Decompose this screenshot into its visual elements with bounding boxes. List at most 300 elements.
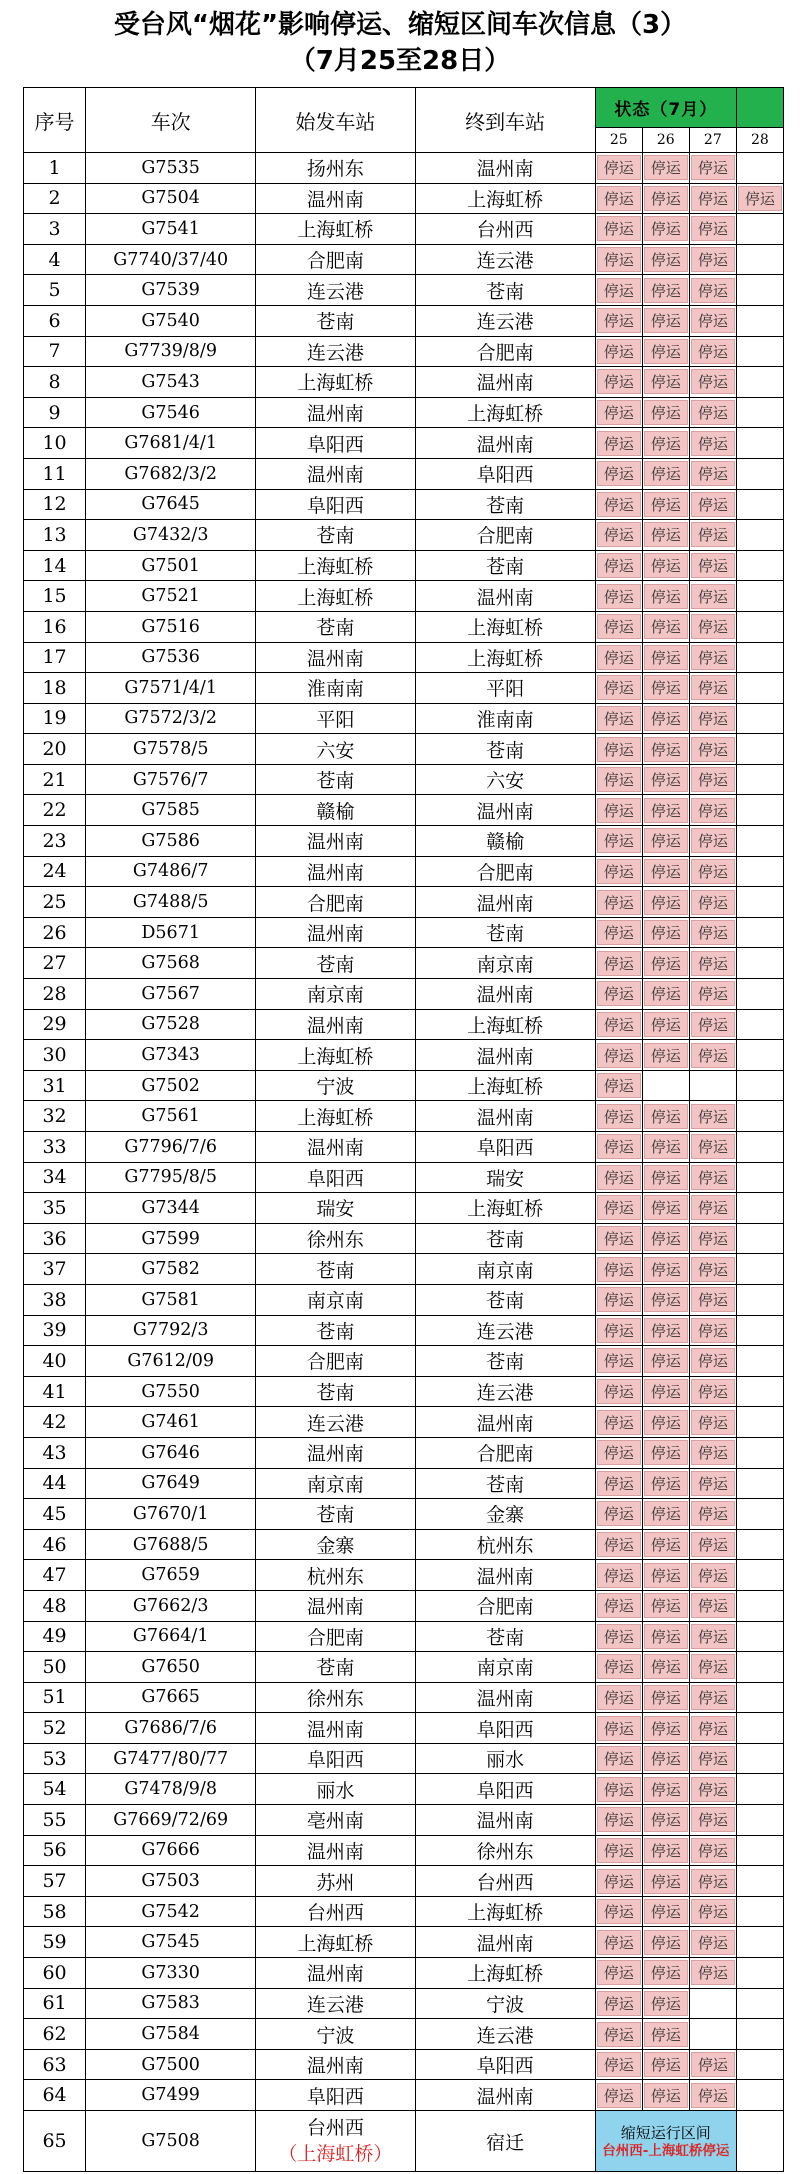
arrival-station: 上海虹桥 <box>415 1009 595 1040</box>
arrival-station: 台州西 <box>415 1866 595 1897</box>
train-number: G7659 <box>86 1560 256 1591</box>
arrival-station: 金寨 <box>415 1499 595 1530</box>
stop-badge: 停运 <box>644 431 688 456</box>
stop-badge: 停运 <box>691 2052 735 2077</box>
status-cell-day-27 <box>689 948 736 979</box>
status-cell-day-28 <box>736 642 783 673</box>
stop-badge: 停运 <box>644 216 688 241</box>
arrival-station: 合肥南 <box>415 336 595 367</box>
status-cell-day-26 <box>642 1070 689 1101</box>
table-row <box>24 581 784 612</box>
row-number: 34 <box>24 1162 86 1193</box>
status-cell-day-28 <box>736 550 783 581</box>
departure-station: 温州南 <box>256 397 415 428</box>
table-row <box>24 244 784 275</box>
table-row <box>24 2111 784 2172</box>
arrival-station: 连云港 <box>415 244 595 275</box>
arrival-station: 苍南 <box>415 550 595 581</box>
status-cell-day-26 <box>642 153 689 184</box>
train-number: G7535 <box>86 153 256 184</box>
arrival-station: 台州西 <box>415 214 595 245</box>
status-cell-day-28 <box>736 1193 783 1224</box>
row-number: 6 <box>24 305 86 336</box>
train-number: G7488/5 <box>86 887 256 918</box>
arrival-station: 阜阳西 <box>415 2049 595 2080</box>
departure-station: 合肥南 <box>256 244 415 275</box>
departure-station: 温州南 <box>256 642 415 673</box>
stop-badge: 停运 <box>644 461 688 486</box>
status-cell-day-25 <box>595 1866 642 1897</box>
stop-badge: 停运 <box>597 1501 641 1526</box>
stop-badge: 停运 <box>691 737 735 762</box>
row-number: 37 <box>24 1254 86 1285</box>
status-cell-day-28 <box>736 734 783 765</box>
table-row <box>24 1774 784 1805</box>
stop-badge: 停运 <box>597 920 641 945</box>
stop-badge: 停运 <box>691 1624 735 1649</box>
table-row <box>24 428 784 459</box>
stop-badge: 停运 <box>644 1807 688 1832</box>
stop-badge: 停运 <box>691 308 735 333</box>
arrival-station: 温州南 <box>415 2080 595 2111</box>
stop-badge: 停运 <box>691 767 735 792</box>
train-number: G7795/8/5 <box>86 1162 256 1193</box>
train-number: G7670/1 <box>86 1499 256 1530</box>
status-cell-day-26 <box>642 2080 689 2111</box>
status-cell-day-28 <box>736 1927 783 1958</box>
status-cell-day-28 <box>736 520 783 551</box>
status-cell-day-26 <box>642 1774 689 1805</box>
departure-station: 宁波 <box>256 2019 415 2050</box>
day-header: 26 <box>642 128 689 153</box>
train-number: G7571/4/1 <box>86 673 256 704</box>
stop-badge: 停运 <box>691 1960 735 1985</box>
status-cell-day-28 <box>736 1468 783 1499</box>
status-cell-day-25 <box>595 1101 642 1132</box>
status-cell-day-26 <box>642 214 689 245</box>
table-row <box>24 1223 784 1254</box>
train-number: G7528 <box>86 1009 256 1040</box>
stop-badge: 停运 <box>597 1593 641 1618</box>
status-cell-day-28 <box>736 336 783 367</box>
status-cell-day-27 <box>689 2049 736 2080</box>
status-cell-day-25 <box>595 520 642 551</box>
stop-badge: 停运 <box>644 1899 688 1924</box>
arrival-station: 上海虹桥 <box>415 1193 595 1224</box>
status-cell-day-26 <box>642 397 689 428</box>
stop-badge: 停运 <box>597 1899 641 1924</box>
status-cell-day-26 <box>642 1835 689 1866</box>
stop-badge: 停运 <box>691 1012 735 1037</box>
train-number: G7599 <box>86 1223 256 1254</box>
status-cell-day-28 <box>736 428 783 459</box>
status-cell-day-25 <box>595 1468 642 1499</box>
stop-badge: 停运 <box>691 1777 735 1802</box>
train-number: G7536 <box>86 642 256 673</box>
stop-badge: 停运 <box>691 461 735 486</box>
row-number: 35 <box>24 1193 86 1224</box>
arrival-station: 合肥南 <box>415 520 595 551</box>
stop-badge: 停运 <box>597 890 641 915</box>
stop-badge: 停运 <box>644 1838 688 1863</box>
status-cell-day-27 <box>689 489 736 520</box>
status-cell-day-26 <box>642 458 689 489</box>
row-number: 44 <box>24 1468 86 1499</box>
stop-badge: 停运 <box>644 1624 688 1649</box>
table-row <box>24 550 784 581</box>
stop-badge: 停运 <box>644 1440 688 1465</box>
stop-badge: 停运 <box>644 186 688 211</box>
row-number: 36 <box>24 1223 86 1254</box>
status-cell-day-25 <box>595 1132 642 1163</box>
status-cell-day-25 <box>595 734 642 765</box>
stop-badge: 停运 <box>691 1134 735 1159</box>
row-number: 22 <box>24 795 86 826</box>
status-cell-day-28 <box>736 1009 783 1040</box>
train-number: G7508 <box>86 2111 256 2172</box>
status-cell-day-28 <box>736 1315 783 1346</box>
status-cell-day-27 <box>689 397 736 428</box>
table-row <box>24 214 784 245</box>
status-cell-day-25 <box>595 489 642 520</box>
departure-station: 温州南 <box>256 1437 415 1468</box>
table-row <box>24 611 784 642</box>
arrival-station: 温州南 <box>415 887 595 918</box>
status-cell-day-27 <box>689 1774 736 1805</box>
row-number: 45 <box>24 1499 86 1530</box>
arrival-station: 宁波 <box>415 1988 595 2019</box>
status-cell-day-25 <box>595 2049 642 2080</box>
arrival-station: 苍南 <box>415 734 595 765</box>
status-cell-day-25 <box>595 214 642 245</box>
status-cell-day-26 <box>642 1652 689 1683</box>
status-cell-day-26 <box>642 1040 689 1071</box>
status-cell-day-28 <box>736 1407 783 1438</box>
table-row <box>24 1376 784 1407</box>
train-number: G7578/5 <box>86 734 256 765</box>
status-cell-day-27 <box>689 1529 736 1560</box>
train-number: G7662/3 <box>86 1590 256 1621</box>
table-row <box>24 1621 784 1652</box>
status-cell-day-27 <box>689 2019 736 2050</box>
table-row <box>24 673 784 704</box>
train-number: G7572/3/2 <box>86 703 256 734</box>
departure-station: 苍南 <box>256 1499 415 1530</box>
status-cell-day-25 <box>595 1162 642 1193</box>
status-cell-day-27 <box>689 1346 736 1377</box>
stop-badge: 停运 <box>644 1226 688 1251</box>
train-number: D5671 <box>86 917 256 948</box>
status-cell-day-28 <box>736 1529 783 1560</box>
table-row <box>24 1040 784 1071</box>
train-number: G7682/3/2 <box>86 458 256 489</box>
departure-station: 上海虹桥 <box>256 1927 415 1958</box>
row-number: 1 <box>24 153 86 184</box>
stop-badge: 停运 <box>597 1257 641 1282</box>
table-row <box>24 795 784 826</box>
row-number: 32 <box>24 1101 86 1132</box>
status-cell-day-26 <box>642 336 689 367</box>
status-cell-day-25 <box>595 336 642 367</box>
stop-badge: 停运 <box>644 308 688 333</box>
status-cell-day-27 <box>689 1958 736 1989</box>
train-number: G7486/7 <box>86 856 256 887</box>
train-number: G7546 <box>86 397 256 428</box>
status-cell-day-28 <box>736 489 783 520</box>
status-cell-day-27 <box>689 2080 736 2111</box>
status-cell-day-26 <box>642 428 689 459</box>
stop-badge: 停运 <box>644 1654 688 1679</box>
status-cell-day-26 <box>642 1284 689 1315</box>
status-cell-day-27 <box>689 1101 736 1132</box>
status-cell-day-26 <box>642 1407 689 1438</box>
row-number: 25 <box>24 887 86 918</box>
table-row <box>24 1315 784 1346</box>
stop-badge: 停运 <box>691 828 735 853</box>
departure-station-name: 台州西 <box>306 2117 364 2139</box>
shortened-route-cell <box>595 2111 736 2172</box>
status-cell-day-25 <box>595 1682 642 1713</box>
status-cell-day-28 <box>736 1376 783 1407</box>
row-number: 8 <box>24 367 86 398</box>
train-number: G7499 <box>86 2080 256 2111</box>
status-cell-day-27 <box>689 1988 736 2019</box>
table-row <box>24 826 784 857</box>
status-cell-day-27 <box>689 1927 736 1958</box>
stop-badge: 停运 <box>644 1287 688 1312</box>
stop-badge: 停运 <box>644 1348 688 1373</box>
table-row <box>24 1254 784 1285</box>
train-number: G7740/37/40 <box>86 244 256 275</box>
status-cell-day-25 <box>595 1896 642 1927</box>
stop-badge: 停运 <box>644 1410 688 1435</box>
status-cell-day-27 <box>689 1499 736 1530</box>
train-number: G7664/1 <box>86 1621 256 1652</box>
table-row <box>24 642 784 673</box>
departure-station: 温州南 <box>256 1713 415 1744</box>
status-cell-day-27 <box>689 1284 736 1315</box>
status-cell-day-25 <box>595 1958 642 1989</box>
status-cell-day-28 <box>736 1040 783 1071</box>
train-number: G7478/9/8 <box>86 1774 256 1805</box>
status-cell-day-26 <box>642 642 689 673</box>
stop-badge: 停运 <box>691 584 735 609</box>
status-cell-day-28 <box>736 1621 783 1652</box>
row-number: 51 <box>24 1682 86 1713</box>
train-number: G7688/5 <box>86 1529 256 1560</box>
status-cell-day-25 <box>595 611 642 642</box>
status-cell-day-28 <box>736 1896 783 1927</box>
status-cell-day-26 <box>642 183 689 214</box>
status-cell-day-28 <box>736 1866 783 1897</box>
departure-station: 连云港 <box>256 1407 415 1438</box>
status-cell-day-28 <box>736 1284 783 1315</box>
stop-badge: 停运 <box>644 828 688 853</box>
stop-badge: 停运 <box>597 1746 641 1771</box>
arrival-station: 温州南 <box>415 1805 595 1836</box>
row-number: 9 <box>24 397 86 428</box>
status-cell-day-26 <box>642 1713 689 1744</box>
departure-station: 淮南南 <box>256 673 415 704</box>
arrival-station: 温州南 <box>415 1560 595 1591</box>
stop-badge: 停运 <box>597 1379 641 1404</box>
status-cell-day-28 <box>736 2049 783 2080</box>
arrival-station: 温州南 <box>415 428 595 459</box>
stop-badge: 停运 <box>644 339 688 364</box>
status-cell-day-28 <box>736 1101 783 1132</box>
row-number: 55 <box>24 1805 86 1836</box>
row-number: 28 <box>24 979 86 1010</box>
stop-badge: 停运 <box>644 1471 688 1496</box>
stop-badge: 停运 <box>644 2052 688 2077</box>
stop-badge: 停运 <box>597 614 641 639</box>
arrival-station: 淮南南 <box>415 703 595 734</box>
status-cell-day-25 <box>595 1040 642 1071</box>
status-cell-day-27 <box>689 734 736 765</box>
arrival-station: 苍南 <box>415 1284 595 1315</box>
train-number: G7503 <box>86 1866 256 1897</box>
stop-badge: 停运 <box>597 308 641 333</box>
stop-badge: 停运 <box>691 522 735 547</box>
stop-badge: 停运 <box>644 1043 688 1068</box>
row-number: 52 <box>24 1713 86 1744</box>
stop-badge: 停运 <box>644 675 688 700</box>
status-cell-day-28 <box>736 275 783 306</box>
status-cell-day-26 <box>642 1682 689 1713</box>
train-number: G7461 <box>86 1407 256 1438</box>
arrival-station: 苍南 <box>415 1621 595 1652</box>
row-number: 26 <box>24 917 86 948</box>
row-number: 11 <box>24 458 86 489</box>
header-train: 车次 <box>86 88 256 153</box>
departure-station: 台州西 <box>256 1896 415 1927</box>
departure-station: 上海虹桥 <box>256 367 415 398</box>
status-cell-day-27 <box>689 1835 736 1866</box>
row-number: 21 <box>24 764 86 795</box>
stop-badge: 停运 <box>691 890 735 915</box>
arrival-station: 合肥南 <box>415 856 595 887</box>
table-row <box>24 1101 784 1132</box>
table-row <box>24 1927 784 1958</box>
departure-station: 阜阳西 <box>256 489 415 520</box>
stop-badge: 停运 <box>691 1287 735 1312</box>
status-cell-day-26 <box>642 1376 689 1407</box>
train-number: G7645 <box>86 489 256 520</box>
departure-station: 金寨 <box>256 1529 415 1560</box>
status-cell-day-25 <box>595 917 642 948</box>
day-header: 27 <box>689 128 736 153</box>
status-cell-day-27 <box>689 1193 736 1224</box>
status-cell-day-27 <box>689 275 736 306</box>
status-cell-day-26 <box>642 1805 689 1836</box>
status-cell-day-26 <box>642 703 689 734</box>
status-cell-day-28 <box>736 673 783 704</box>
status-cell-day-25 <box>595 1835 642 1866</box>
header-status: 状态（7月） <box>595 88 736 128</box>
departure-station: 苍南 <box>256 1315 415 1346</box>
status-cell-day-28 <box>736 1835 783 1866</box>
stop-badge: 停运 <box>597 1869 641 1894</box>
title-line-2: （7月25至28日） <box>289 46 511 76</box>
stop-badge: 停运 <box>691 278 735 303</box>
stop-badge: 停运 <box>644 859 688 884</box>
status-cell-day-26 <box>642 1866 689 1897</box>
stop-badge: 停运 <box>644 1501 688 1526</box>
train-number: G7545 <box>86 1927 256 1958</box>
status-cell-day-25 <box>595 1988 642 2019</box>
departure-station: 苍南 <box>256 1254 415 1285</box>
status-cell-day-27 <box>689 979 736 1010</box>
status-cell-day-28 <box>736 458 783 489</box>
stop-badge: 停运 <box>644 369 688 394</box>
stop-badge: 停运 <box>597 369 641 394</box>
stop-badge: 停运 <box>597 278 641 303</box>
train-number: G7796/7/6 <box>86 1132 256 1163</box>
train-number: G7541 <box>86 214 256 245</box>
stop-badge: 停运 <box>691 1532 735 1557</box>
arrival-station: 杭州东 <box>415 1529 595 1560</box>
status-cell-day-27 <box>689 764 736 795</box>
status-cell-day-28 <box>736 795 783 826</box>
stop-badge: 停运 <box>691 1869 735 1894</box>
status-cell-day-28 <box>736 183 783 214</box>
row-number: 46 <box>24 1529 86 1560</box>
table-row <box>24 489 784 520</box>
row-number: 40 <box>24 1346 86 1377</box>
row-number: 20 <box>24 734 86 765</box>
departure-station: 温州南 <box>256 1835 415 1866</box>
row-number: 53 <box>24 1743 86 1774</box>
row-number: 60 <box>24 1958 86 1989</box>
stop-badge: 停运 <box>644 951 688 976</box>
status-cell-day-28 <box>736 1805 783 1836</box>
stop-badge: 停运 <box>691 1716 735 1741</box>
departure-station: 徐州东 <box>256 1682 415 1713</box>
status-cell-day-25 <box>595 1499 642 1530</box>
departure-station <box>256 2111 415 2172</box>
stop-badge: 停运 <box>597 859 641 884</box>
status-cell-day-25 <box>595 1437 642 1468</box>
arrival-station: 赣榆 <box>415 826 595 857</box>
status-cell-day-28 <box>736 305 783 336</box>
stop-badge: 停运 <box>597 675 641 700</box>
train-number: G7540 <box>86 305 256 336</box>
stop-badge: 停运 <box>597 981 641 1006</box>
status-cell-day-26 <box>642 1529 689 1560</box>
status-cell-day-26 <box>642 1254 689 1285</box>
stop-badge: 停运 <box>644 1593 688 1618</box>
stop-badge: 停运 <box>691 1899 735 1924</box>
stop-badge: 停运 <box>597 1930 641 1955</box>
stop-badge: 停运 <box>597 2052 641 2077</box>
header-status-blank <box>736 88 783 128</box>
stop-badge: 停运 <box>597 951 641 976</box>
status-cell-day-25 <box>595 795 642 826</box>
status-cell-day-25 <box>595 856 642 887</box>
status-cell-day-28 <box>736 244 783 275</box>
departure-station: 连云港 <box>256 1988 415 2019</box>
status-cell-day-28 <box>736 917 783 948</box>
status-cell-day-26 <box>642 489 689 520</box>
stop-badge: 停运 <box>691 798 735 823</box>
status-cell-day-28 <box>736 1346 783 1377</box>
status-cell-day-27 <box>689 1866 736 1897</box>
stop-badge: 停运 <box>644 278 688 303</box>
train-number: G7612/09 <box>86 1346 256 1377</box>
row-number: 16 <box>24 611 86 642</box>
status-cell-day-28 <box>736 1590 783 1621</box>
status-cell-day-25 <box>595 2080 642 2111</box>
